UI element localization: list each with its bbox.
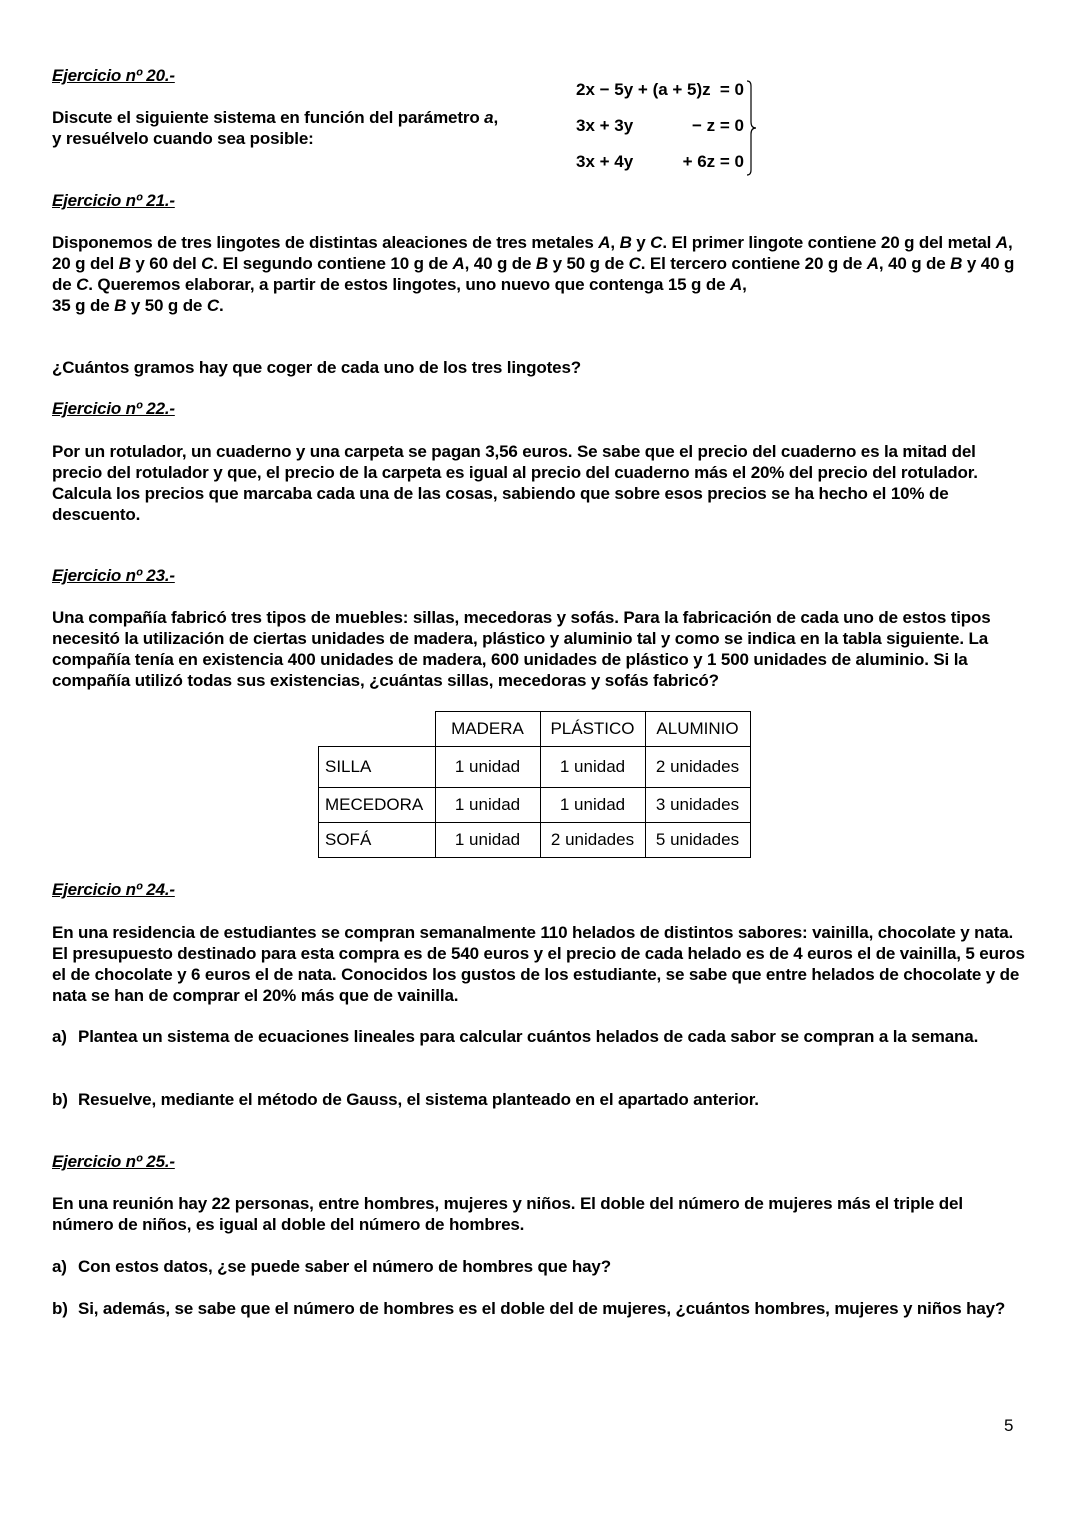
exercise-24-text: En una residencia de estudiantes se compran semanalmente 110 helados de distintos sabores: vainilla, chocolate y nata. El presupuesto destinado para esta compra es de 540 euros y el precio de cada helado es de 4 euros el de vainilla, 5 euros el de chocolate y 6 euros el de nata. Conocidos los gustos de los estudiante, se sabe que entre helados de chocolate y de nata se han de comprar el 20% más que de vainilla. [52, 923, 1025, 1005]
equation-1-lhs: 2x − 5y + (a + 5)z [576, 80, 711, 99]
exercise-25-item-a [52, 1256, 1038, 1277]
table-cell: 2 unidades [540, 823, 645, 858]
table-header: ALUMINIO [645, 712, 750, 747]
equation-row-3 [572, 152, 744, 176]
materials-table [318, 711, 751, 858]
table-row [319, 747, 751, 788]
table-row [319, 788, 751, 823]
table-cell: 2 unidades [645, 747, 750, 788]
table-row [319, 823, 751, 858]
exercise-24-item-a [52, 1026, 1038, 1047]
table-cell: 5 unidades [645, 823, 750, 858]
item-label: a) [52, 1027, 67, 1046]
item-label: a) [52, 1257, 67, 1276]
equation-3-lhs: 3x + 4y [576, 152, 634, 171]
table-cell: 3 unidades [645, 788, 750, 823]
exercise-25-heading: Ejercicio nº 25.- [52, 1152, 175, 1171]
page-number: 5 [1004, 1416, 1014, 1435]
exercise-25-item-b [52, 1298, 1038, 1319]
item-text: Si, además, se sabe que el número de hombres es el doble del de mujeres, ¿cuántos hombres, mujeres y niños hay? [78, 1299, 1006, 1318]
parameter-a: a [484, 108, 494, 127]
table-cell: 1 unidad [540, 747, 645, 788]
equation-3-rhs: + 6z = 0 [682, 152, 744, 171]
comma: , [493, 108, 499, 127]
equation-row-2 [572, 116, 744, 140]
table-header-row [319, 712, 751, 747]
exercise-22-heading: Ejercicio nº 22.- [52, 399, 175, 418]
item-text: Resuelve, mediante el método de Gauss, el sistema planteado en el apartado anterior. [78, 1090, 759, 1109]
item-text: Con estos datos, ¿se puede saber el número de hombres que hay? [78, 1257, 611, 1276]
exercise-21-question: ¿Cuántos gramos hay que coger de cada uno de los tres lingotes? [52, 358, 581, 377]
table-cell: 1 unidad [435, 823, 540, 858]
table-row-label: SILLA [319, 747, 436, 788]
table-cell: 1 unidad [435, 788, 540, 823]
exercise-21-heading: Ejercicio nº 21.- [52, 191, 175, 210]
exercise-20-heading: Ejercicio nº 20.- [52, 66, 175, 85]
table-header: PLÁSTICO [540, 712, 645, 747]
exercise-20-text-line2: y resuélvelo cuando sea posible: [52, 129, 314, 148]
exercise-24-heading: Ejercicio nº 24.- [52, 880, 175, 899]
table-cell: 1 unidad [540, 788, 645, 823]
item-label: b) [52, 1299, 68, 1318]
right-brace-icon [746, 80, 758, 176]
table-corner [319, 712, 436, 747]
equation-2-lhs: 3x + 3y [576, 116, 634, 135]
exercise-24-item-b [52, 1089, 1038, 1110]
item-text: Plantea un sistema de ecuaciones lineales para calcular cuántos helados de cada sabor se compran a la semana. [78, 1027, 979, 1046]
exercise-23-heading: Ejercicio nº 23.- [52, 566, 175, 585]
equation-row-1 [572, 80, 744, 104]
table-header: MADERA [435, 712, 540, 747]
equation-1-rhs: = 0 [715, 80, 744, 99]
table-row-label: MECEDORA [319, 788, 436, 823]
exercise-22-text: Por un rotulador, un cuaderno y una carpeta se pagan 3,56 euros. Se sabe que el precio del cuaderno es la mitad del precio del rotulador y que, el precio de la carpeta es igual al precio del cuaderno más el 20% del precio del rotulador. Calcula los precios que marcaba cada una de las cosas, sabiendo que sobre esos precios se ha hecho el 10% de descuento. [52, 442, 978, 524]
exercise-25-text: En una reunión hay 22 personas, entre hombres, mujeres y niños. El doble del número de mujeres más el triple del número de niños, es igual al doble del número de hombres. [52, 1194, 963, 1234]
exercise-20-text-line1: Discute el siguiente sistema en función del parámetro [52, 108, 485, 127]
exercise-20-text [52, 107, 552, 149]
exercise-21-text: Disponemos de tres lingotes de distintas aleaciones de tres metales A, B y C. El primer lingote contiene 20 g del metal A, 20 g del B y 60 del C. El segundo contiene 10 g de A, 40 g de B y 50 g de C. El tercero contiene 20 g de A, 40 g de B y 40 g de C. Queremos elaborar, a partir de estos lingotes, uno nuevo que contenga 15 g de A, 35 g de B y 50 g de C. [52, 233, 1015, 315]
equation-2-rhs: − z = 0 [692, 116, 744, 135]
table-row-label: SOFÁ [319, 823, 436, 858]
exercise-23-text: Una compañía fabricó tres tipos de muebles: sillas, mecedoras y sofás. Para la fabricación de cada uno de estos tipos necesitó la utilización de ciertas unidades de madera, plástico y aluminio tal y como se indica en la tabla siguiente. La compañía tenía en existencia 400 unidades de madera, 600 unidades de plástico y 1 500 unidades de aluminio. Si la compañía utilizó todas sus existencias, ¿cuántas sillas, mecedoras y sofás fabricó? [52, 608, 991, 690]
item-label: b) [52, 1090, 68, 1109]
table-cell: 1 unidad [435, 747, 540, 788]
equation-system [572, 78, 758, 178]
